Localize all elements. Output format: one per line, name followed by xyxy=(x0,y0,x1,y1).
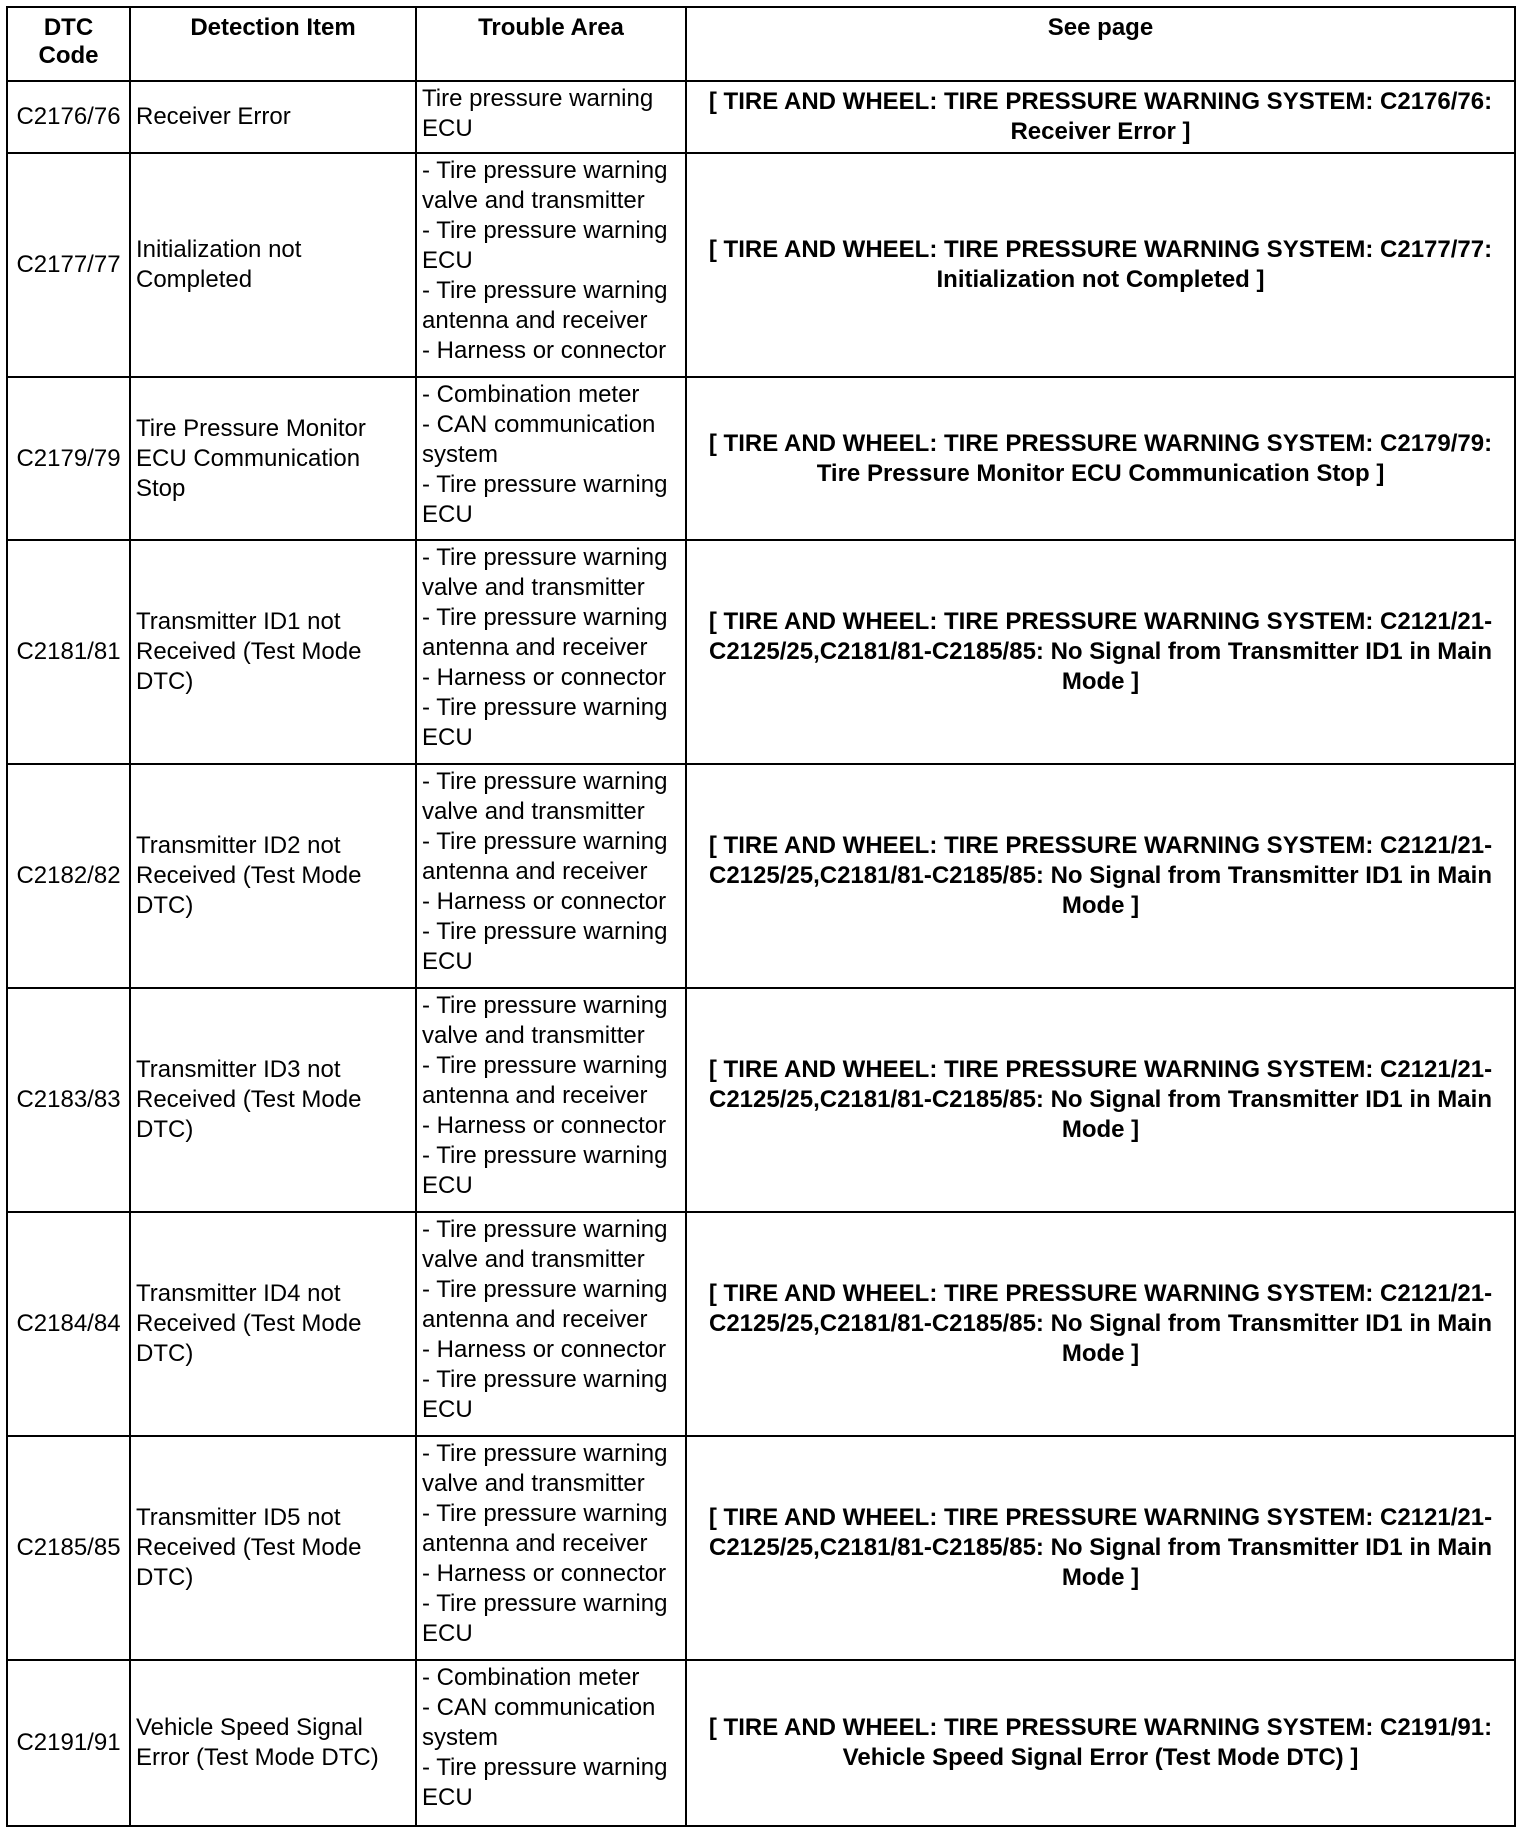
trouble-area-line: - Tire pressure warning ECU xyxy=(422,471,668,528)
dtc-code-cell: C2177/77 xyxy=(7,153,130,377)
detection-item-cell: Transmitter ID1 not Received (Test Mode DTC) xyxy=(130,540,416,764)
detection-item-cell: Initialization not Completed xyxy=(130,153,416,377)
table-row xyxy=(7,1660,1515,1826)
trouble-area-line: - Tire pressure warning valve and transmitter xyxy=(422,544,668,601)
trouble-area-line: - Harness or connector xyxy=(422,337,667,364)
table-row xyxy=(7,988,1515,1212)
table-row xyxy=(7,1212,1515,1436)
trouble-area-line: - Combination meter xyxy=(422,1664,640,1691)
dtc-code-cell: C2182/82 xyxy=(7,764,130,988)
table-row xyxy=(7,1436,1515,1660)
dtc-table xyxy=(6,6,1516,1827)
dtc-code-cell: C2181/81 xyxy=(7,540,130,764)
detection-item-cell: Transmitter ID4 not Received (Test Mode DTC) xyxy=(130,1212,416,1436)
detection-item-cell: Transmitter ID5 not Received (Test Mode DTC) xyxy=(130,1436,416,1660)
dtc-code-cell: C2191/91 xyxy=(7,1660,130,1826)
see-page-link[interactable]: [ TIRE AND WHEEL: TIRE PRESSURE WARNING SYSTEM: C2121/21-C2125/25,C2181/81-C2185/85: No Signal from Transmitter ID1 in Main Mode ] xyxy=(686,1212,1515,1436)
table-row xyxy=(7,540,1515,764)
trouble-area-cell xyxy=(416,153,686,377)
trouble-area-cell xyxy=(416,1660,686,1826)
trouble-area-cell xyxy=(416,1436,686,1660)
detection-item-cell: Vehicle Speed Signal Error (Test Mode DTC) xyxy=(130,1660,416,1826)
trouble-area-cell xyxy=(416,764,686,988)
dtc-code-cell: C2183/83 xyxy=(7,988,130,1212)
trouble-area-line: - Tire pressure warning ECU xyxy=(422,918,668,975)
trouble-area-line: - Combination meter xyxy=(422,381,640,408)
dtc-code-cell: C2176/76 xyxy=(7,81,130,153)
dtc-code-cell: C2185/85 xyxy=(7,1436,130,1660)
see-page-link[interactable]: [ TIRE AND WHEEL: TIRE PRESSURE WARNING SYSTEM: C2121/21-C2125/25,C2181/81-C2185/85: No Signal from Transmitter ID1 in Main Mode ] xyxy=(686,988,1515,1212)
detection-item-cell: Receiver Error xyxy=(130,81,416,153)
trouble-area-line: - Tire pressure warning ECU xyxy=(422,694,668,751)
trouble-area-line: - Tire pressure warning valve and transmitter xyxy=(422,1440,668,1497)
trouble-area-cell xyxy=(416,540,686,764)
dtc-code-cell: C2184/84 xyxy=(7,1212,130,1436)
table-header-row xyxy=(7,7,1515,81)
table-row xyxy=(7,81,1515,153)
detection-item-cell: Transmitter ID3 not Received (Test Mode DTC) xyxy=(130,988,416,1212)
see-page-link[interactable]: [ TIRE AND WHEEL: TIRE PRESSURE WARNING SYSTEM: C2121/21-C2125/25,C2181/81-C2185/85: No Signal from Transmitter ID1 in Main Mode ] xyxy=(686,1436,1515,1660)
trouble-area-line: - Harness or connector xyxy=(422,1336,667,1363)
trouble-area-line: - Tire pressure warning antenna and receiver xyxy=(422,604,668,661)
header-trouble-area: Trouble Area xyxy=(416,7,686,81)
trouble-area-line: - Harness or connector xyxy=(422,1112,667,1139)
trouble-area-line: - Tire pressure warning ECU xyxy=(422,1754,668,1811)
trouble-area-line: - Tire pressure warning valve and transmitter xyxy=(422,992,668,1049)
table-row xyxy=(7,153,1515,377)
detection-item-cell: Tire Pressure Monitor ECU Communication Stop xyxy=(130,377,416,540)
detection-item-cell: Transmitter ID2 not Received (Test Mode DTC) xyxy=(130,764,416,988)
see-page-link[interactable]: [ TIRE AND WHEEL: TIRE PRESSURE WARNING SYSTEM: C2191/91: Vehicle Speed Signal Error (Test Mode DTC) ] xyxy=(686,1660,1515,1826)
trouble-area-line: - Tire pressure warning ECU xyxy=(422,1142,668,1199)
trouble-area-line: - CAN communication system xyxy=(422,1694,656,1751)
trouble-area-line: - Tire pressure warning antenna and receiver xyxy=(422,1052,668,1109)
see-page-link[interactable]: [ TIRE AND WHEEL: TIRE PRESSURE WARNING SYSTEM: C2177/77: Initialization not Completed ] xyxy=(686,153,1515,377)
header-dtc-code: DTC Code xyxy=(7,7,130,81)
header-detection-item: Detection Item xyxy=(130,7,416,81)
trouble-area-line: - Tire pressure warning valve and transmitter xyxy=(422,1216,668,1273)
trouble-area-cell xyxy=(416,1212,686,1436)
trouble-area-line: - Harness or connector xyxy=(422,1560,667,1587)
trouble-area-line: - Harness or connector xyxy=(422,888,667,915)
see-page-link[interactable]: [ TIRE AND WHEEL: TIRE PRESSURE WARNING SYSTEM: C2179/79: Tire Pressure Monitor ECU Communication Stop ] xyxy=(686,377,1515,540)
trouble-area-cell xyxy=(416,988,686,1212)
trouble-area-line: - Tire pressure warning ECU xyxy=(422,1590,668,1647)
trouble-area-cell xyxy=(416,377,686,540)
trouble-area-cell xyxy=(416,81,686,153)
trouble-area-line: - Tire pressure warning antenna and receiver xyxy=(422,1276,668,1333)
see-page-link[interactable]: [ TIRE AND WHEEL: TIRE PRESSURE WARNING SYSTEM: C2121/21-C2125/25,C2181/81-C2185/85: No Signal from Transmitter ID1 in Main Mode ] xyxy=(686,540,1515,764)
trouble-area-line: - Tire pressure warning valve and transmitter xyxy=(422,157,668,214)
dtc-code-cell: C2179/79 xyxy=(7,377,130,540)
header-see-page: See page xyxy=(686,7,1515,81)
see-page-link[interactable]: [ TIRE AND WHEEL: TIRE PRESSURE WARNING SYSTEM: C2121/21-C2125/25,C2181/81-C2185/85: No Signal from Transmitter ID1 in Main Mode ] xyxy=(686,764,1515,988)
table-row xyxy=(7,764,1515,988)
trouble-area-line: - Tire pressure warning valve and transmitter xyxy=(422,768,668,825)
table-row xyxy=(7,377,1515,540)
trouble-area-line: - CAN communication system xyxy=(422,411,656,468)
trouble-area-line: - Tire pressure warning antenna and receiver xyxy=(422,1500,668,1557)
trouble-area-line: Tire pressure warning ECU xyxy=(422,85,654,142)
see-page-link[interactable]: [ TIRE AND WHEEL: TIRE PRESSURE WARNING SYSTEM: C2176/76: Receiver Error ] xyxy=(686,81,1515,153)
trouble-area-line: - Tire pressure warning ECU xyxy=(422,217,668,274)
trouble-area-line: - Tire pressure warning antenna and receiver xyxy=(422,277,668,334)
trouble-area-line: - Tire pressure warning ECU xyxy=(422,1366,668,1423)
trouble-area-line: - Harness or connector xyxy=(422,664,667,691)
trouble-area-line: - Tire pressure warning antenna and receiver xyxy=(422,828,668,885)
